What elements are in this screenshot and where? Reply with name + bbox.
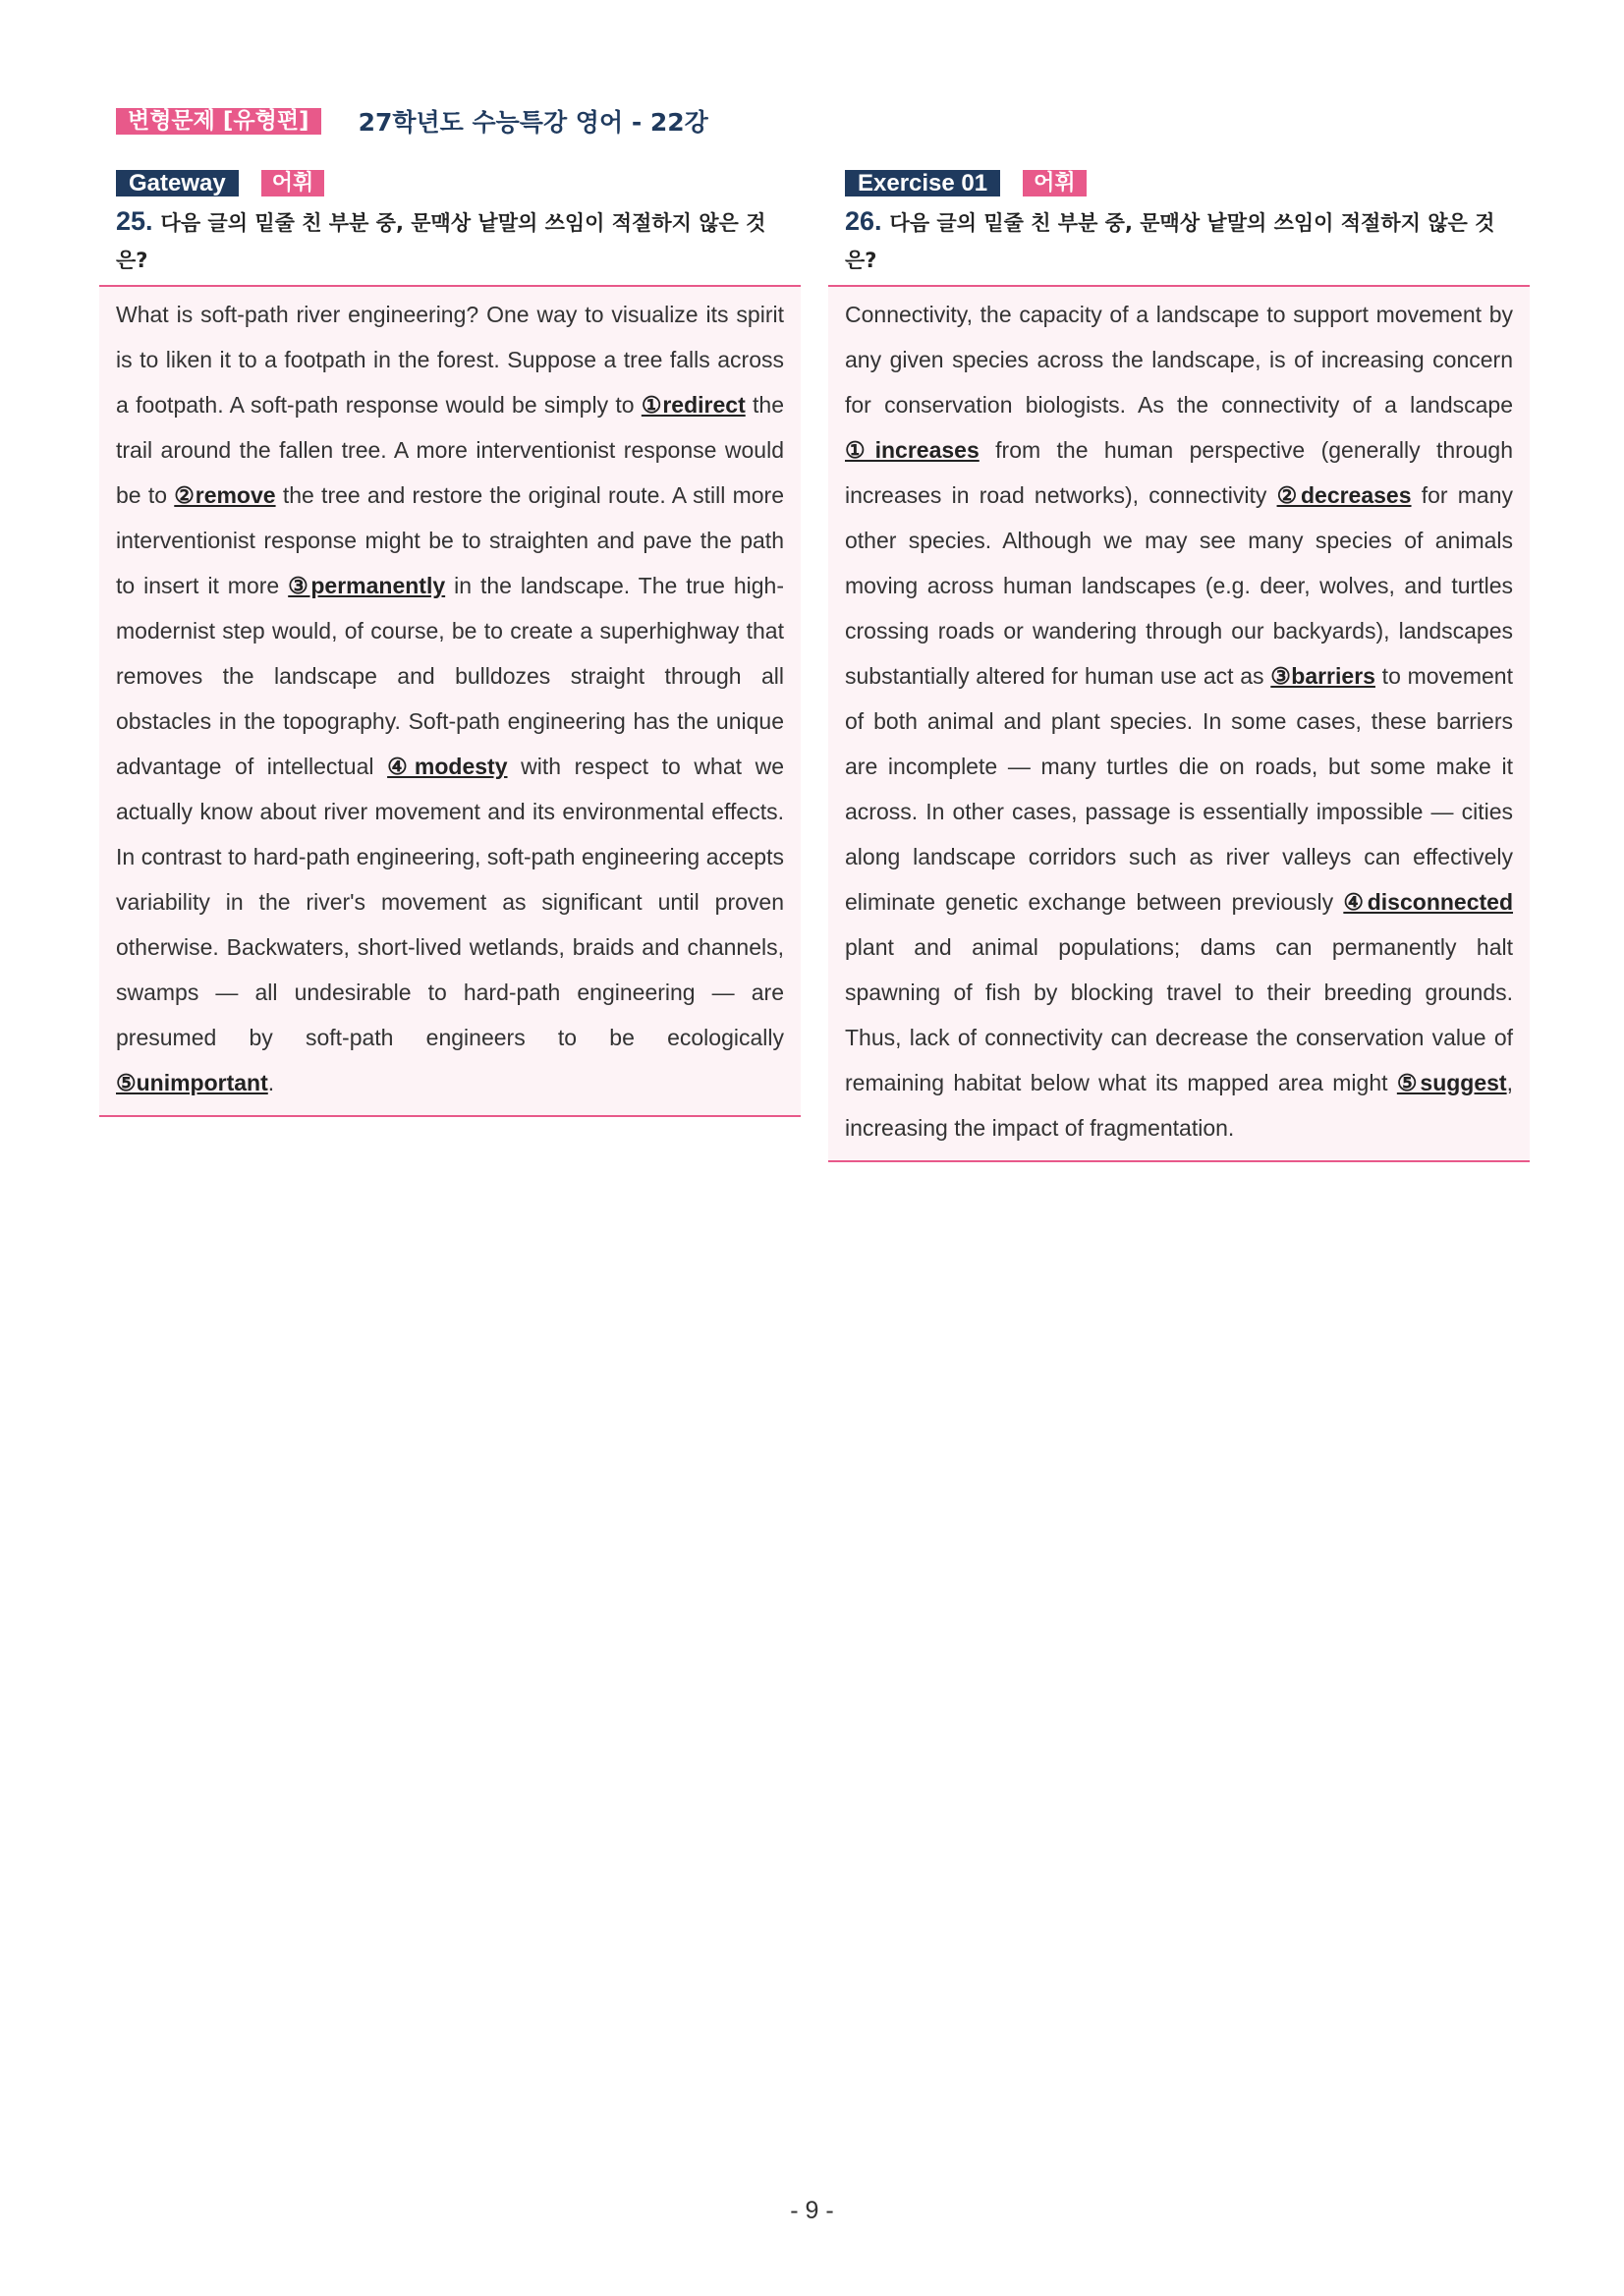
right-vocab-tag: 어휘 (1023, 170, 1087, 196)
passage-text: to movement of both animal and plant species. In some cases, these barriers are incomplete — many turtles die on roads, but some make it across. In other cases, passage is essentially impossible — cities along landscape corridors such as river valleys can effectively eliminate genetic exchange between previously (845, 663, 1513, 915)
passage-text: , increasing the impact of fragmentation. (845, 1070, 1513, 1141)
underlined-word: ③permanently (288, 573, 446, 598)
passage-text: for many other species. Although we may see many species of animals moving across human landscapes (e.g. deer, wolves, and turtles crossing roads or wandering through our backyards), landscapes substantially altered for human use act as (845, 482, 1513, 689)
underlined-word: ⑤suggest (1396, 1070, 1507, 1095)
underlined-word: ③barriers (1270, 663, 1375, 689)
left-vocab-tag: 어휘 (261, 170, 325, 196)
underlined-word: ①increases (845, 437, 980, 463)
passage-text: the tree and restore the original route. A still more interventionist response might be to straighten and pave the path to insert it more (116, 482, 784, 598)
right-question (845, 202, 1513, 279)
underlined-word: ②decreases (1276, 482, 1412, 508)
page-number: - 9 - (790, 2197, 834, 2224)
header-title: 27학년도 수능특강 영어 - 22강 (358, 108, 708, 137)
passage-text: from the human perspective (generally through increases in road networks), connectivity (845, 437, 1513, 508)
right-question-text: 다음 글의 밑줄 친 부분 중, 문맥상 낱말의 쓰임이 적절하지 않은 것은? (845, 211, 1495, 272)
right-column (828, 169, 1530, 1162)
underlined-word: ④modesty (387, 754, 508, 779)
left-question-text: 다음 글의 밑줄 친 부분 중, 문맥상 낱말의 쓰임이 적절하지 않은 것은? (116, 211, 766, 272)
section-tag: 변형문제 [유형편] (116, 108, 321, 135)
gateway-label: Gateway (116, 170, 239, 196)
passage-text: plant and animal populations; dams can permanently halt spawning of fish by blocking travel to their breeding grounds. Thus, lack of connectivity can decrease the conservation value of remaining habitat below what its mapped area might (845, 934, 1513, 1095)
passage-text: the trail around the fallen tree. A more interventionist response would be to (116, 392, 784, 508)
underlined-word: ①redirect (641, 392, 746, 418)
page-header (116, 104, 708, 138)
exercise-label: Exercise 01 (845, 170, 1000, 196)
underlined-word: ⑤unimportant (116, 1070, 268, 1095)
right-labels (845, 169, 1530, 196)
passage-text: What is soft-path river engineering? One way to visualize its spirit is to liken it to a footpath in the forest. Suppose a tree falls across a footpath. A soft-path response would be simply to (116, 302, 784, 418)
right-question-number: 26. (845, 206, 882, 236)
passage-text: Connectivity, the capacity of a landscape to support movement by any given species across the landscape, is of increasing concern for conservation biologists. As the connectivity of a landscape (845, 302, 1513, 418)
left-question (116, 202, 784, 279)
right-passage (828, 285, 1530, 1162)
left-question-number: 25. (116, 206, 153, 236)
left-labels (116, 169, 801, 196)
underlined-word: ④disconnected (1343, 889, 1514, 915)
passage-text: with respect to what we actually know about river movement and its environmental effects. In contrast to hard-path engineering, soft-path engineering accepts variability in the river's movement as significant until proven otherwise. Backwaters, short-lived wetlands, braids and channels, swamps — all undesirable to hard-path engineering — are presumed by soft-path engineers to be ecologically (116, 754, 784, 1050)
left-passage (99, 285, 801, 1117)
left-column (99, 169, 801, 1117)
passage-text: in the landscape. The true high-modernist step would, of course, be to create a superhighway that removes the landscape and bulldozes straight through all obstacles in the topography. Soft-path engineering has the unique advantage of intellectual (116, 573, 784, 779)
underlined-word: ②remove (174, 482, 276, 508)
passage-text: . (267, 1070, 275, 1095)
